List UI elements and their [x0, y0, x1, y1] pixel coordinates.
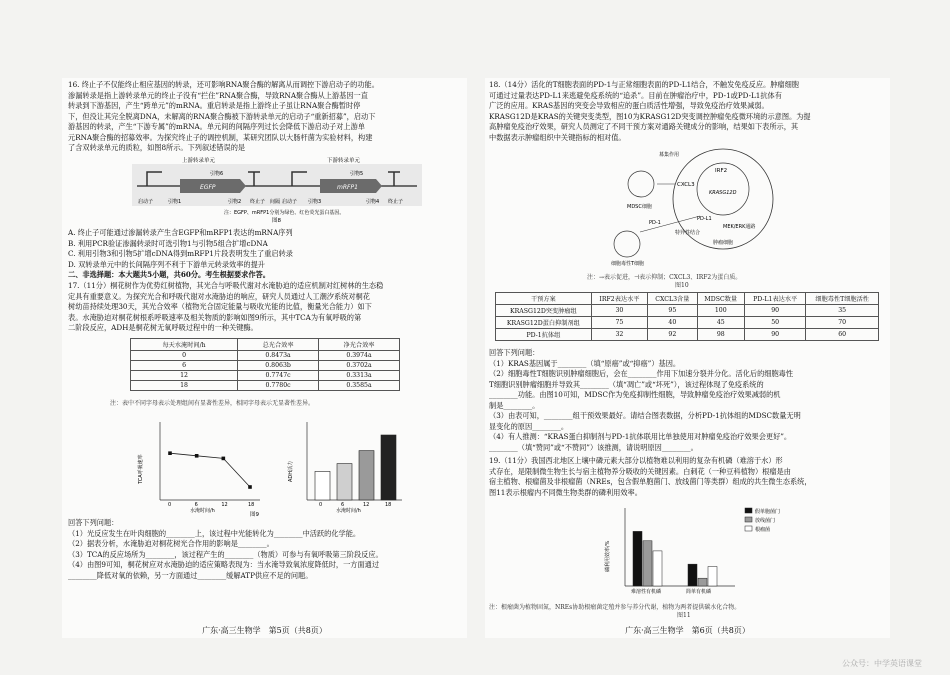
fig11-note: 注：根瘤菌为植物固氮，NREs协助根瘤菌定殖并参与养分代谢，植物为两者提供碳水化合物。: [489, 604, 741, 611]
table-cell: KRASG12D突变肿瘤组: [496, 305, 592, 317]
text-line: 渗漏转录是指上游转录单元的终止子没有“拦住”RNA聚合酶，导致RNA聚合酶从上游基因一直: [68, 90, 368, 100]
text-line: 定具有重要意义。为探究光合和呼吸代谢对水淹胁迫的响应，研究人员通过人工潮汐系统对桐花: [68, 291, 370, 301]
option-b: B. 利用PCR验证渗漏转录时可选引物1与引物5组合扩增cDNA: [68, 238, 268, 248]
q17-stem: [68, 281, 463, 334]
page-5: [62, 78, 467, 638]
cxcl3-label: CXCL3: [677, 182, 695, 188]
table-photosynthesis: [130, 338, 400, 391]
q16-stem: [68, 80, 463, 154]
downstream-label: 下游转录单元: [327, 158, 361, 164]
text-line: 式存在，是限制微生物生长与宿主植物养分吸收的关键因素。白刺花（一种豆科植物）根瘤是由: [489, 466, 791, 476]
table-cell: 0.3585a: [319, 381, 400, 391]
figure-11: [595, 502, 795, 602]
adh-bar: [337, 464, 352, 500]
mrfp1-label: mRFP1: [337, 184, 358, 191]
table-cell: 100: [697, 305, 745, 317]
recruit-label: 募集作用: [659, 152, 680, 158]
fig9-left-xlabel: 水淹时间/h: [190, 508, 215, 514]
spacer-label: 间隔: [270, 199, 281, 205]
promoter-1-label: 启动子: [138, 199, 154, 205]
fig10-caption: 图10: [675, 282, 689, 289]
fig11-bar: [653, 551, 662, 586]
table-header: 每天水淹时间/h: [131, 339, 238, 351]
table-cell: 18: [131, 381, 238, 391]
table-row: [496, 329, 879, 341]
text-line: 转录到下游基因，产生“跨单元”的mRNA。重启转录是指上游终止子虽让RNA聚合酶暂时停: [68, 101, 361, 110]
text-line: ________（填“赞同”或“不赞同”）该推测，请说明原因________。: [489, 442, 698, 452]
text-line: 17.（11分）桐花树作为优势红树植物，其光合与呼吸代谢对水淹胁迫的适应机制对红树林的生态稳: [68, 281, 384, 290]
page-footer: 广东·高三生物学 第5页（共8页）: [202, 626, 327, 635]
primer-1-label: 引物1: [168, 199, 182, 205]
fig11-bar: [698, 578, 707, 586]
kras-label: KRASG12D: [709, 190, 737, 196]
legend-swatch: [745, 508, 752, 513]
table-intervention: [495, 292, 879, 341]
tca-point: [222, 457, 226, 461]
upstream-label: 上游转录单元: [182, 158, 216, 164]
table-header: PD-L1表达水平: [745, 293, 806, 305]
table-cell: 40: [648, 317, 697, 329]
legend-label: 假单胞菌门: [755, 509, 781, 515]
fig11-bar: [643, 541, 652, 586]
table-header: MDSC数量: [697, 293, 745, 305]
figure-8: [132, 156, 422, 224]
tca-tick-label: 0: [168, 502, 172, 508]
table-cell: 6: [131, 361, 238, 371]
text-line: T细胞识别肿瘤细胞并导致其________（填“凋亡”或“坏死”），该过程体现了免疫系统的: [489, 379, 764, 389]
legend-swatch: [745, 517, 752, 522]
table-cell: 90: [745, 305, 806, 317]
table-cell: PD-1抗体组: [496, 329, 592, 341]
table-header: 干预方案: [496, 293, 592, 305]
fig11-ylabel: 磷利用效率/%: [605, 540, 611, 572]
table-row: [131, 351, 400, 361]
text-line: （1）KRAS基因属于________（填“原癌”或“抑癌”）基因。: [489, 358, 681, 368]
q16-options: [68, 228, 463, 281]
table-row: [131, 371, 400, 381]
adh-bar: [315, 471, 330, 500]
pd1-label: PD-1: [649, 220, 661, 226]
tca-point: [195, 454, 199, 458]
q18-stem: [489, 80, 887, 143]
table-cell: 0.3702a: [319, 361, 400, 371]
table-cell: 12: [131, 371, 238, 381]
adh-bar: [359, 451, 374, 500]
table-cell: 0.7780c: [238, 381, 319, 391]
table-cell: 90: [745, 329, 806, 341]
fig11-bar: [633, 531, 642, 586]
table-header: 总光合效率: [238, 339, 319, 351]
text-line: 下，但没让其完全脱离DNA，未解离的RNA聚合酶被下游转录单元的启动子“重新招募”，启动下: [68, 111, 376, 121]
table-cell: 98: [697, 329, 745, 341]
table-row: [496, 317, 879, 329]
fig11-bar: [688, 564, 697, 586]
fig9-caption: 图9: [250, 512, 259, 518]
tca-line: [170, 453, 250, 487]
table-cell: 75: [591, 317, 647, 329]
table-cell: KRASG12D蛋白抑制剂组: [496, 317, 592, 329]
text-line: 回答下列问题：: [68, 518, 119, 527]
fig9-left-ylabel: TCA呼吸速率: [138, 454, 144, 484]
text-line: 元RNA聚合酶的招募效率。为探究终止子的调控机制，某研究团队以大肠杆菌为实验材料，构建: [68, 132, 373, 142]
table-cell: 50: [745, 317, 806, 329]
text-line: 回答下列问题：: [489, 348, 540, 357]
legend-swatch: [745, 526, 752, 531]
text-line: 二阶段反应，ADH是桐花树无氧呼吸过程中的一种关键酶。: [68, 323, 258, 332]
text-line: 高肿瘤免疫治疗效果，研究人员测定了不同干预方案对通路关键成分的影响，结果如下表所示，其: [489, 122, 799, 131]
fig11-caption: 图11: [677, 612, 691, 619]
text-line: 图11表示根瘤内不同微生物类群的磷利用效率。: [489, 487, 642, 497]
binding-label: 特异性结合: [675, 230, 701, 236]
table-row: [131, 361, 400, 371]
adh-tick-label: 6: [341, 502, 345, 508]
text-line: ________功能。由图10可知，MDSC作为免疫抑制性细胞，导致肿瘤免疫治疗效果减弱的机: [489, 390, 781, 399]
table-row: [131, 381, 400, 391]
tca-point: [168, 451, 172, 455]
text-line: 可通过过量表达PD-L1来逃避免疫系统的“追杀”。目前在肿瘤治疗中，PD-1或PD-L1抗体有: [489, 90, 782, 100]
egfp-label: EGFP: [200, 184, 216, 191]
page-6: [485, 78, 890, 638]
primer-2-label: 引物2: [228, 199, 242, 205]
table-cell: 70: [806, 317, 879, 329]
q18-answers: [489, 348, 887, 453]
legend-label: 放线菌门: [755, 518, 776, 524]
text-line: 广泛的应用。KRAS基因的突变会导致相应的蛋白质活性增强，导致免疫治疗效果减弱。: [489, 101, 769, 110]
fig8-note: 注：EGFP、mRFP1分别为绿色、红色荧光蛋白基因。: [224, 210, 345, 216]
figure-10: [605, 144, 785, 276]
table-cell: 0.7747c: [238, 371, 319, 381]
option-d: D. 双转录单元中的长间隔序列不利于下游单元转录效率的提升: [68, 259, 265, 269]
q19-stem: [489, 456, 887, 498]
table-cell: 32: [591, 329, 647, 341]
t-cell: [614, 231, 640, 257]
table-cell: 60: [806, 329, 879, 341]
fig9-right-ylabel: ADH活力: [288, 460, 294, 482]
tca-point: [248, 485, 252, 489]
fig9-right-xlabel: 水淹时间/h: [336, 508, 361, 514]
tcell-label: 细胞毒性T细胞: [611, 261, 645, 267]
text-line: （1）光反应发生在叶肉细胞的________上，该过程中光能转化为________中活跃的化学能。: [68, 528, 361, 538]
tca-tick-label: 12: [221, 502, 228, 508]
fig8-caption: 图8: [272, 218, 281, 224]
tumor-label: 肿瘤细胞: [713, 240, 734, 246]
table-header: 净光合效率: [319, 339, 400, 351]
text-line: 制是________。: [489, 400, 540, 410]
terminator-1-label: 终止子: [250, 199, 266, 205]
text-line: KRASG12D是KRAS的关键突变类型，图10为KRASG12D突变调控肿瘤免疫微环境的示意图。为提: [489, 111, 811, 121]
fig10-note: 注：→表示促进，⊣表示抑制；CXCL3、IRF2为蛋白质。: [587, 274, 742, 281]
table-cell: 30: [591, 305, 647, 317]
mdsc-cell: [628, 171, 654, 197]
text-line: 中数据表示肿瘤组织中关键指标的相对值。: [489, 132, 626, 142]
promoter-2-label: 启动子: [282, 199, 298, 205]
primer-3-label: 引物3: [308, 199, 322, 205]
figure-9: [132, 412, 422, 518]
adh-tick-label: 12: [363, 502, 370, 508]
mek-label: MEK/ERK通路: [723, 224, 756, 230]
text-line: 显变化的原因________。: [489, 421, 569, 431]
fig11-category-label: 难溶性有机磷: [631, 589, 662, 595]
table-header: CXCL3含量: [648, 293, 697, 305]
section-2-heading: 二、非选择题：本大题共5小题，共60分。考生根据要求作答。: [68, 270, 270, 279]
text-line: ________降低对氧的依赖，另一方面通过________缓解ATP供应不足的问题。: [68, 570, 313, 580]
table-header: IRF2表达水平: [591, 293, 647, 305]
table-cell: 0: [131, 351, 238, 361]
adh-bar: [381, 435, 396, 500]
primer-4-label: 引物4: [366, 199, 380, 205]
table-cell: 0.8063b: [238, 361, 319, 371]
table-note: 注：表中不同字母表示处理组间有显著性差异，相同字母表示无显著性差异。: [110, 400, 315, 407]
table-cell: 0.8473a: [238, 351, 319, 361]
primer-5-label: 引物5: [350, 171, 364, 177]
text-line: （2）细胞毒性T细胞识别肿瘤细胞后，会在________作用下加速分裂并分化。活化后的细胞毒性: [489, 369, 794, 378]
table-cell: 45: [697, 317, 745, 329]
table-row: [496, 305, 879, 317]
table-cell: 0.3974a: [319, 351, 400, 361]
fig11-category-label: 简单有机磷: [686, 589, 712, 595]
text-line: （4）有人推测：“KRAS蛋白抑制剂与PD-1抗体联用比单独使用对肿瘤免疫治疗效果会更好”。: [489, 432, 792, 441]
tca-tick-label: 6: [194, 502, 198, 508]
table-cell: 35: [806, 305, 879, 317]
primer-6-label: 引物6: [210, 171, 224, 177]
text-line: 表。水淹胁迫对桐花树根系呼吸速率及相关物质的影响如图9所示，其中TCA为有氧呼吸的第: [68, 312, 362, 322]
text-line: （3）TCA的反应场所为________，该过程产生的________（物质）可参与有氧呼吸第三阶段反应。: [68, 549, 383, 559]
text-line: 19.（11分）我国西北地区上壤中磷元素大部分以植物难以利用的复杂有机磷（难溶于水）形: [489, 456, 783, 465]
text-line: 宿主植物、根瘤菌及非根瘤菌（NREs，包含假单胞菌门、放线菌门等类群）组成的共生微生态系统，: [489, 477, 812, 486]
terminator-2-label: 终止子: [388, 199, 404, 205]
adh-tick-label: 18: [385, 502, 392, 508]
irf2-label: IRF2: [715, 168, 728, 174]
watermark-text: 公众号：中学英语课堂: [842, 659, 922, 668]
page-footer: 广东·高三生物学 第6页（共8页）: [625, 626, 750, 635]
text-line: （4）由图9可知，桐花树应对水淹胁迫的适应策略表现为：当水淹导致氧浓度降低时，一方面通过: [68, 560, 380, 569]
text-line: 16. 终止子不仅能终止相应基因的转录，还可影响RNA聚合酶的解离从而调控下游启动子的功能。: [68, 80, 379, 89]
text-line: 游基因的转录，产生“下游专属”的mRNA。单元间的间隔序列过长会降低下游启动子对上游单: [68, 122, 365, 131]
fig11-bar: [708, 567, 717, 587]
table-cell: 92: [648, 329, 697, 341]
text-line: 了含双转录单元的质粒，如图8所示。下列叙述错误的是: [68, 143, 246, 152]
text-line: 树幼苗持续处理30天，其光合效率（植物光合固定能量与吸收光能的比值，衡量光合能力）如下: [68, 302, 372, 311]
pdl1-label: PD-L1: [697, 216, 712, 222]
legend-label: 根瘤菌: [755, 527, 771, 533]
option-c: C. 利用引物3和引物5扩增cDNA得到mRFP1片段表明发生了重启转录: [68, 249, 293, 258]
mdsc-label: MDSC细胞: [627, 204, 652, 210]
table-cell: 95: [648, 305, 697, 317]
tca-tick-label: 18: [248, 502, 255, 508]
text-line: （3）由表可知，________组干预效果最好。请结合图表数据，分析PD-1抗体组的MDSC数量无明: [489, 411, 801, 420]
text-line: 18.（14分）活化的T细胞表面的PD-1与正常细胞表面的PD-L1结合，不触发免疫反应。肿瘤细胞: [489, 80, 799, 89]
adh-tick-label: 0: [319, 502, 323, 508]
q17-answers: [68, 518, 463, 581]
table-header: 细胞毒性T细胞活性: [806, 293, 879, 305]
text-line: （2）据表分析，水淹胁迫对桐花树光合作用的影响是________。: [68, 539, 274, 548]
option-a: A. 终止子可能通过渗漏转录产生含EGFP和mRFP1表达的mRNA序列: [68, 228, 293, 237]
table-cell: 0.3313a: [319, 371, 400, 381]
